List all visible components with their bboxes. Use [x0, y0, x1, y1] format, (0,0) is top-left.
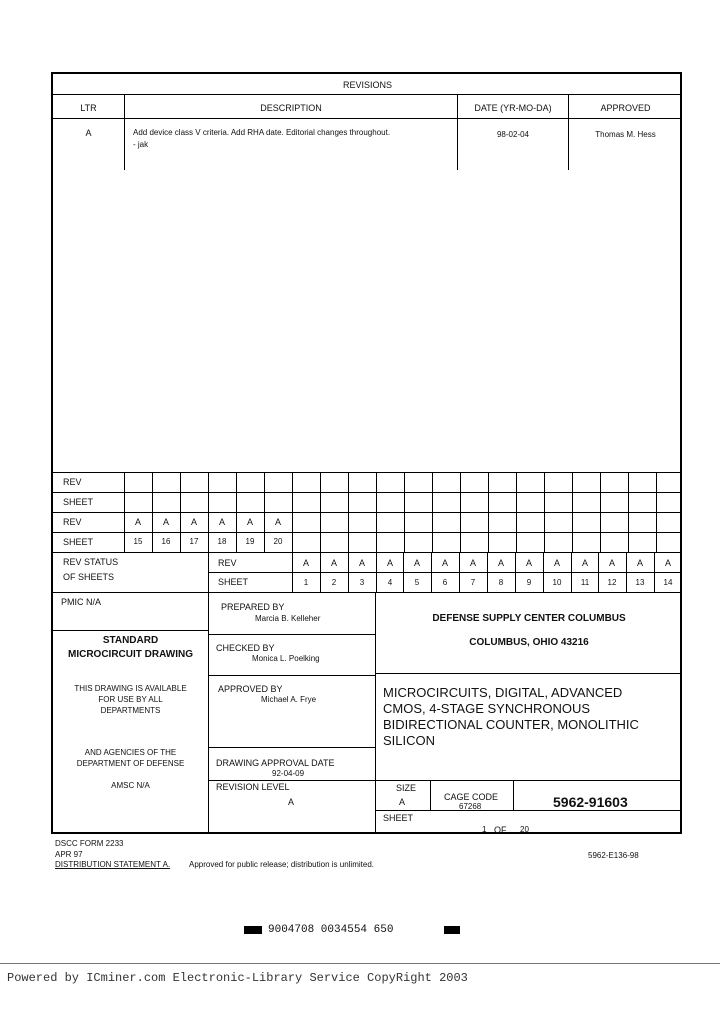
upper-rev-cell: A: [246, 517, 253, 527]
date-header: DATE (YR-MO-DA): [474, 103, 552, 113]
status-sheet-cell: 7: [470, 578, 476, 587]
revision-ltr: A: [85, 128, 92, 138]
barcode-mark-right: [444, 926, 460, 934]
drawing-number: 5962-91603: [553, 794, 628, 810]
sheet-number: 1: [482, 825, 487, 834]
form-number: DSCC FORM 2233: [55, 839, 124, 848]
cage-code-value: 67268: [459, 802, 482, 811]
upper-sheet-cell: 17: [189, 537, 199, 546]
status-sheet-cell: 8: [498, 578, 504, 587]
drawing-title-line-3: BIDIRECTIONAL COUNTER, MONOLITHIC: [383, 717, 639, 732]
upper-rev-cell: A: [162, 517, 169, 527]
footer-divider: [0, 963, 720, 964]
status-sheet-cell: 6: [442, 578, 448, 587]
approved-by-label: APPROVED BY: [218, 684, 283, 694]
barcode-number: 9004708 0034554 650: [268, 924, 394, 936]
drawing-title-line-1: MICROCIRCUITS, DIGITAL, ADVANCED: [383, 685, 623, 700]
upper-sheet-cell: 18: [217, 537, 227, 546]
availability-line-2: FOR USE BY ALL: [98, 695, 163, 704]
barcode-mark-left: [244, 926, 262, 934]
prepared-by-label: PREPARED BY: [221, 602, 285, 612]
distribution-label: DISTRIBUTION STATEMENT A.: [55, 860, 171, 869]
approval-date-value: 92-04-09: [272, 769, 305, 778]
status-sheet-cell: 2: [331, 578, 337, 587]
checked-by-label: CHECKED BY: [216, 643, 275, 653]
amsc-label: AMSC N/A: [111, 781, 150, 790]
status-sheet-label: SHEET: [218, 577, 249, 587]
revisions-title: REVISIONS: [342, 80, 392, 90]
status-sheet-cell: 1: [303, 578, 309, 587]
distribution-text: Approved for public release; distribution is unlimited.: [189, 860, 374, 869]
status-rev-label: REV: [218, 558, 237, 568]
cage-code-label: CAGE CODE: [444, 792, 499, 802]
upper-sheet-cell: 20: [273, 537, 283, 546]
of-sheets-label: OF SHEETS: [63, 572, 115, 582]
revision-level-label: REVISION LEVEL: [216, 782, 290, 792]
approval-date-label: DRAWING APPROVAL DATE: [216, 758, 335, 768]
status-rev-cell: A: [664, 558, 671, 568]
status-rev-cell: A: [330, 558, 337, 568]
revision-level-value: A: [288, 797, 295, 807]
revision-description: Add device class V criteria. Add RHA date. Editorial changes throughout.: [133, 128, 391, 137]
form-code: 5962-E136-98: [588, 851, 639, 860]
status-sheet-cell: 13: [635, 578, 645, 587]
status-rev-cell: A: [441, 558, 448, 568]
rev-status-label: REV STATUS: [63, 557, 119, 567]
status-sheet-cell: 12: [607, 578, 617, 587]
status-sheet-cell: 11: [580, 578, 590, 587]
upper-rev-cell: A: [274, 517, 281, 527]
status-rev-cell: A: [386, 558, 393, 568]
status-rev-cell: A: [525, 558, 532, 568]
status-rev-cell: A: [358, 558, 365, 568]
grid-rev-label-2: REV: [63, 517, 82, 527]
status-rev-cell: A: [302, 558, 309, 568]
upper-rev-cell: A: [134, 517, 141, 527]
sheet-label: SHEET: [383, 813, 414, 823]
prepared-by-name: Marcia B. Kelleher: [255, 614, 321, 623]
upper-sheet-cell: 15: [133, 537, 143, 546]
status-rev-cell: A: [608, 558, 615, 568]
status-rev-cell: A: [469, 558, 476, 568]
availability-line-3: DEPARTMENTS: [100, 706, 161, 715]
revision-date: 98-02-04: [496, 130, 530, 139]
standard-label: STANDARD: [102, 635, 159, 646]
approved-by-name: Michael A. Frye: [261, 695, 317, 704]
copyright-footer: Powered by ICminer.com Electronic-Library Service CopyRight 2003: [7, 971, 468, 985]
status-rev-cell: A: [636, 558, 643, 568]
status-rev-cell: A: [497, 558, 504, 568]
form-date: APR 97: [55, 850, 83, 859]
status-sheet-cell: 3: [359, 578, 365, 587]
upper-rev-cell: A: [218, 517, 225, 527]
status-rev-cell: A: [553, 558, 560, 568]
status-rev-cell: A: [413, 558, 420, 568]
agencies-line-1: AND AGENCIES OF THE: [84, 748, 177, 757]
status-sheet-cell: 14: [663, 578, 673, 587]
status-rev-cell: A: [581, 558, 588, 568]
description-header: DESCRIPTION: [260, 103, 322, 113]
upper-rev-cell: A: [190, 517, 197, 527]
pmic-label: PMIC N/A: [61, 597, 102, 607]
checked-by-name: Monica L. Poelking: [252, 654, 320, 663]
dscc-address: COLUMBUS, OHIO 43216: [469, 637, 589, 648]
revision-approver: Thomas M. Hess: [595, 130, 656, 139]
size-label: SIZE: [396, 783, 417, 793]
microcircuit-drawing-label: MICROCIRCUIT DRAWING: [68, 649, 193, 660]
upper-sheet-cell: 19: [245, 537, 255, 546]
status-sheet-cell: 5: [414, 578, 420, 587]
status-sheet-cell: 9: [526, 578, 532, 587]
grid-sheet-label-2: SHEET: [63, 537, 94, 547]
agencies-line-2: DEPARTMENT OF DEFENSE: [76, 759, 185, 768]
drawing-title-line-4: SILICON: [383, 733, 436, 748]
availability-line-1: THIS DRAWING IS AVAILABLE: [74, 684, 187, 693]
status-sheet-cell: 10: [552, 578, 562, 587]
revision-description-note: - jak: [133, 140, 149, 149]
status-sheet-cell: 4: [387, 578, 393, 587]
upper-sheet-cell: 16: [161, 537, 171, 546]
drawing-title-line-2: CMOS, 4-STAGE SYNCHRONOUS: [383, 701, 591, 716]
sheet-total: 20: [520, 825, 529, 834]
dscc-name: DEFENSE SUPPLY CENTER COLUMBUS: [432, 613, 626, 624]
approved-header: APPROVED: [600, 103, 651, 113]
sheet-of-label: OF: [494, 825, 507, 835]
size-value: A: [399, 797, 406, 807]
grid-rev-label-1: REV: [63, 477, 82, 487]
ltr-header: LTR: [80, 103, 97, 113]
grid-sheet-label-1: SHEET: [63, 497, 94, 507]
